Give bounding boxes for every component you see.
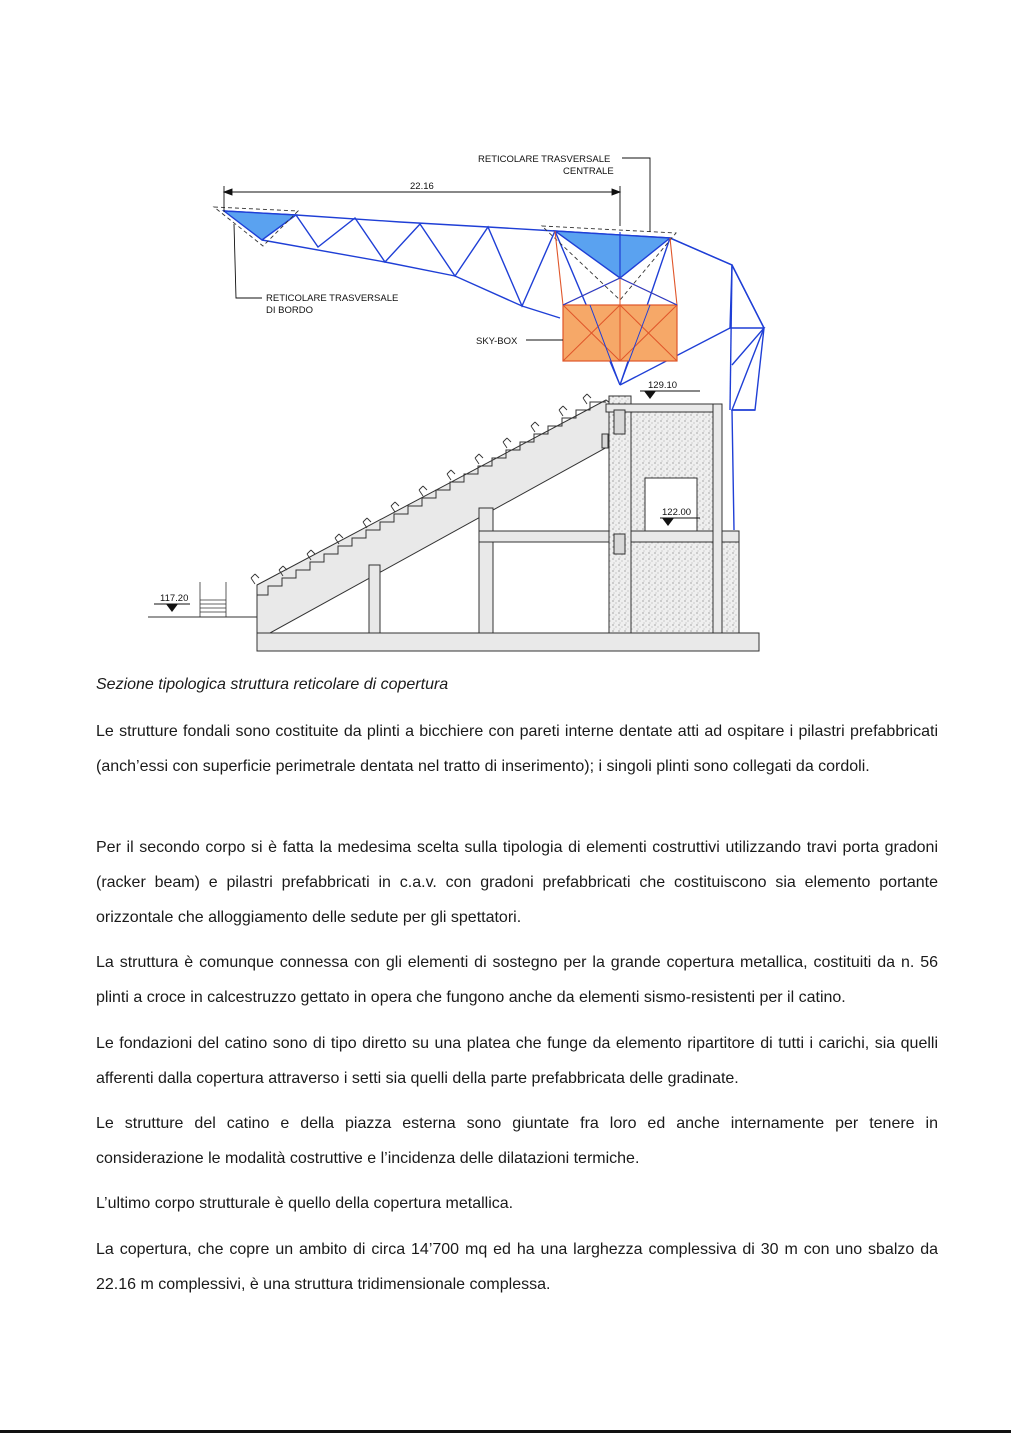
paragraph-2: Per il secondo corpo si è fatta la medesima scelta sulla tipologia di elementi costruttivi utilizzando travi porta gradoni (racker beam) e pilastri prefabbricati in c.a.v. con gradoni prefabbricati che costituiscono sia elemento portante orizzontale che alloggiamento delle sedute per gli spettatori.: [96, 839, 938, 926]
paragraph-1: Le strutture fondali sono costituite da plinti a bicchiere con pareti interne dentate atti ad ospitare i pilastri prefabbricati (anch’essi con superficie perimetrale dentata nel tratto di inserimento); i singoli plinti sono collegati da cordoli.: [96, 723, 938, 775]
svg-text:122.00: 122.00: [662, 507, 692, 518]
paragraph-6: L’ultimo corpo strutturale è quello della copertura metallica.: [96, 1195, 514, 1212]
span-label: 22.16: [410, 181, 434, 192]
paragraph-3: La struttura è comunque connessa con gli elementi di sostegno per la grande copertura metallica, costituiti da n. 56 plinti a croce in calcestruzzo gettato in opera che fungono anche da elementi sismo-resistenti per il catino.: [96, 954, 938, 1006]
svg-text:117.20: 117.20: [160, 593, 189, 604]
paragraph-5: Le strutture del catino e della piazza esterna sono giuntate fra loro ed anche internamente per tenere in considerazione le modalità costruttive e l’incidenza delle dilatazioni termiche.: [96, 1115, 938, 1167]
section-drawing: [0, 0, 1011, 670]
central-truss-label-2: CENTRALE: [563, 166, 614, 177]
seats: [251, 394, 591, 584]
svg-text:129.10: 129.10: [648, 380, 678, 391]
paragraph-7: La copertura, che copre un ambito di circa 14’700 mq ed ha una larghezza complessiva di 30 m con uno sbalzo da 22.16 m complessivi, è una struttura tridimensionale complessa.: [96, 1241, 938, 1293]
page-bottom-rule: [0, 1430, 1011, 1433]
edge-truss-triangle: [224, 211, 296, 240]
figure-caption: Sezione tipologica struttura reticolare di copertura: [96, 676, 449, 693]
elevation-marker-ground: [154, 593, 190, 612]
edge-truss-label-1: RETICOLARE TRASVERSALE: [266, 293, 399, 304]
elevation-marker-top: [640, 380, 700, 399]
paragraph-4: Le fondazioni del catino sono di tipo diretto su una platea che funge da elemento ripartitore di tutti i carichi, sia quelli afferenti dalla copertura attraverso i setti sia quelli della parte prefabbricata delle gradinate.: [96, 1035, 938, 1087]
central-truss-label-1: RETICOLARE TRASVERSALE: [478, 154, 611, 165]
skybox-label: SKY-BOX: [476, 336, 518, 347]
edge-truss-label-2: DI BORDO: [266, 305, 313, 316]
